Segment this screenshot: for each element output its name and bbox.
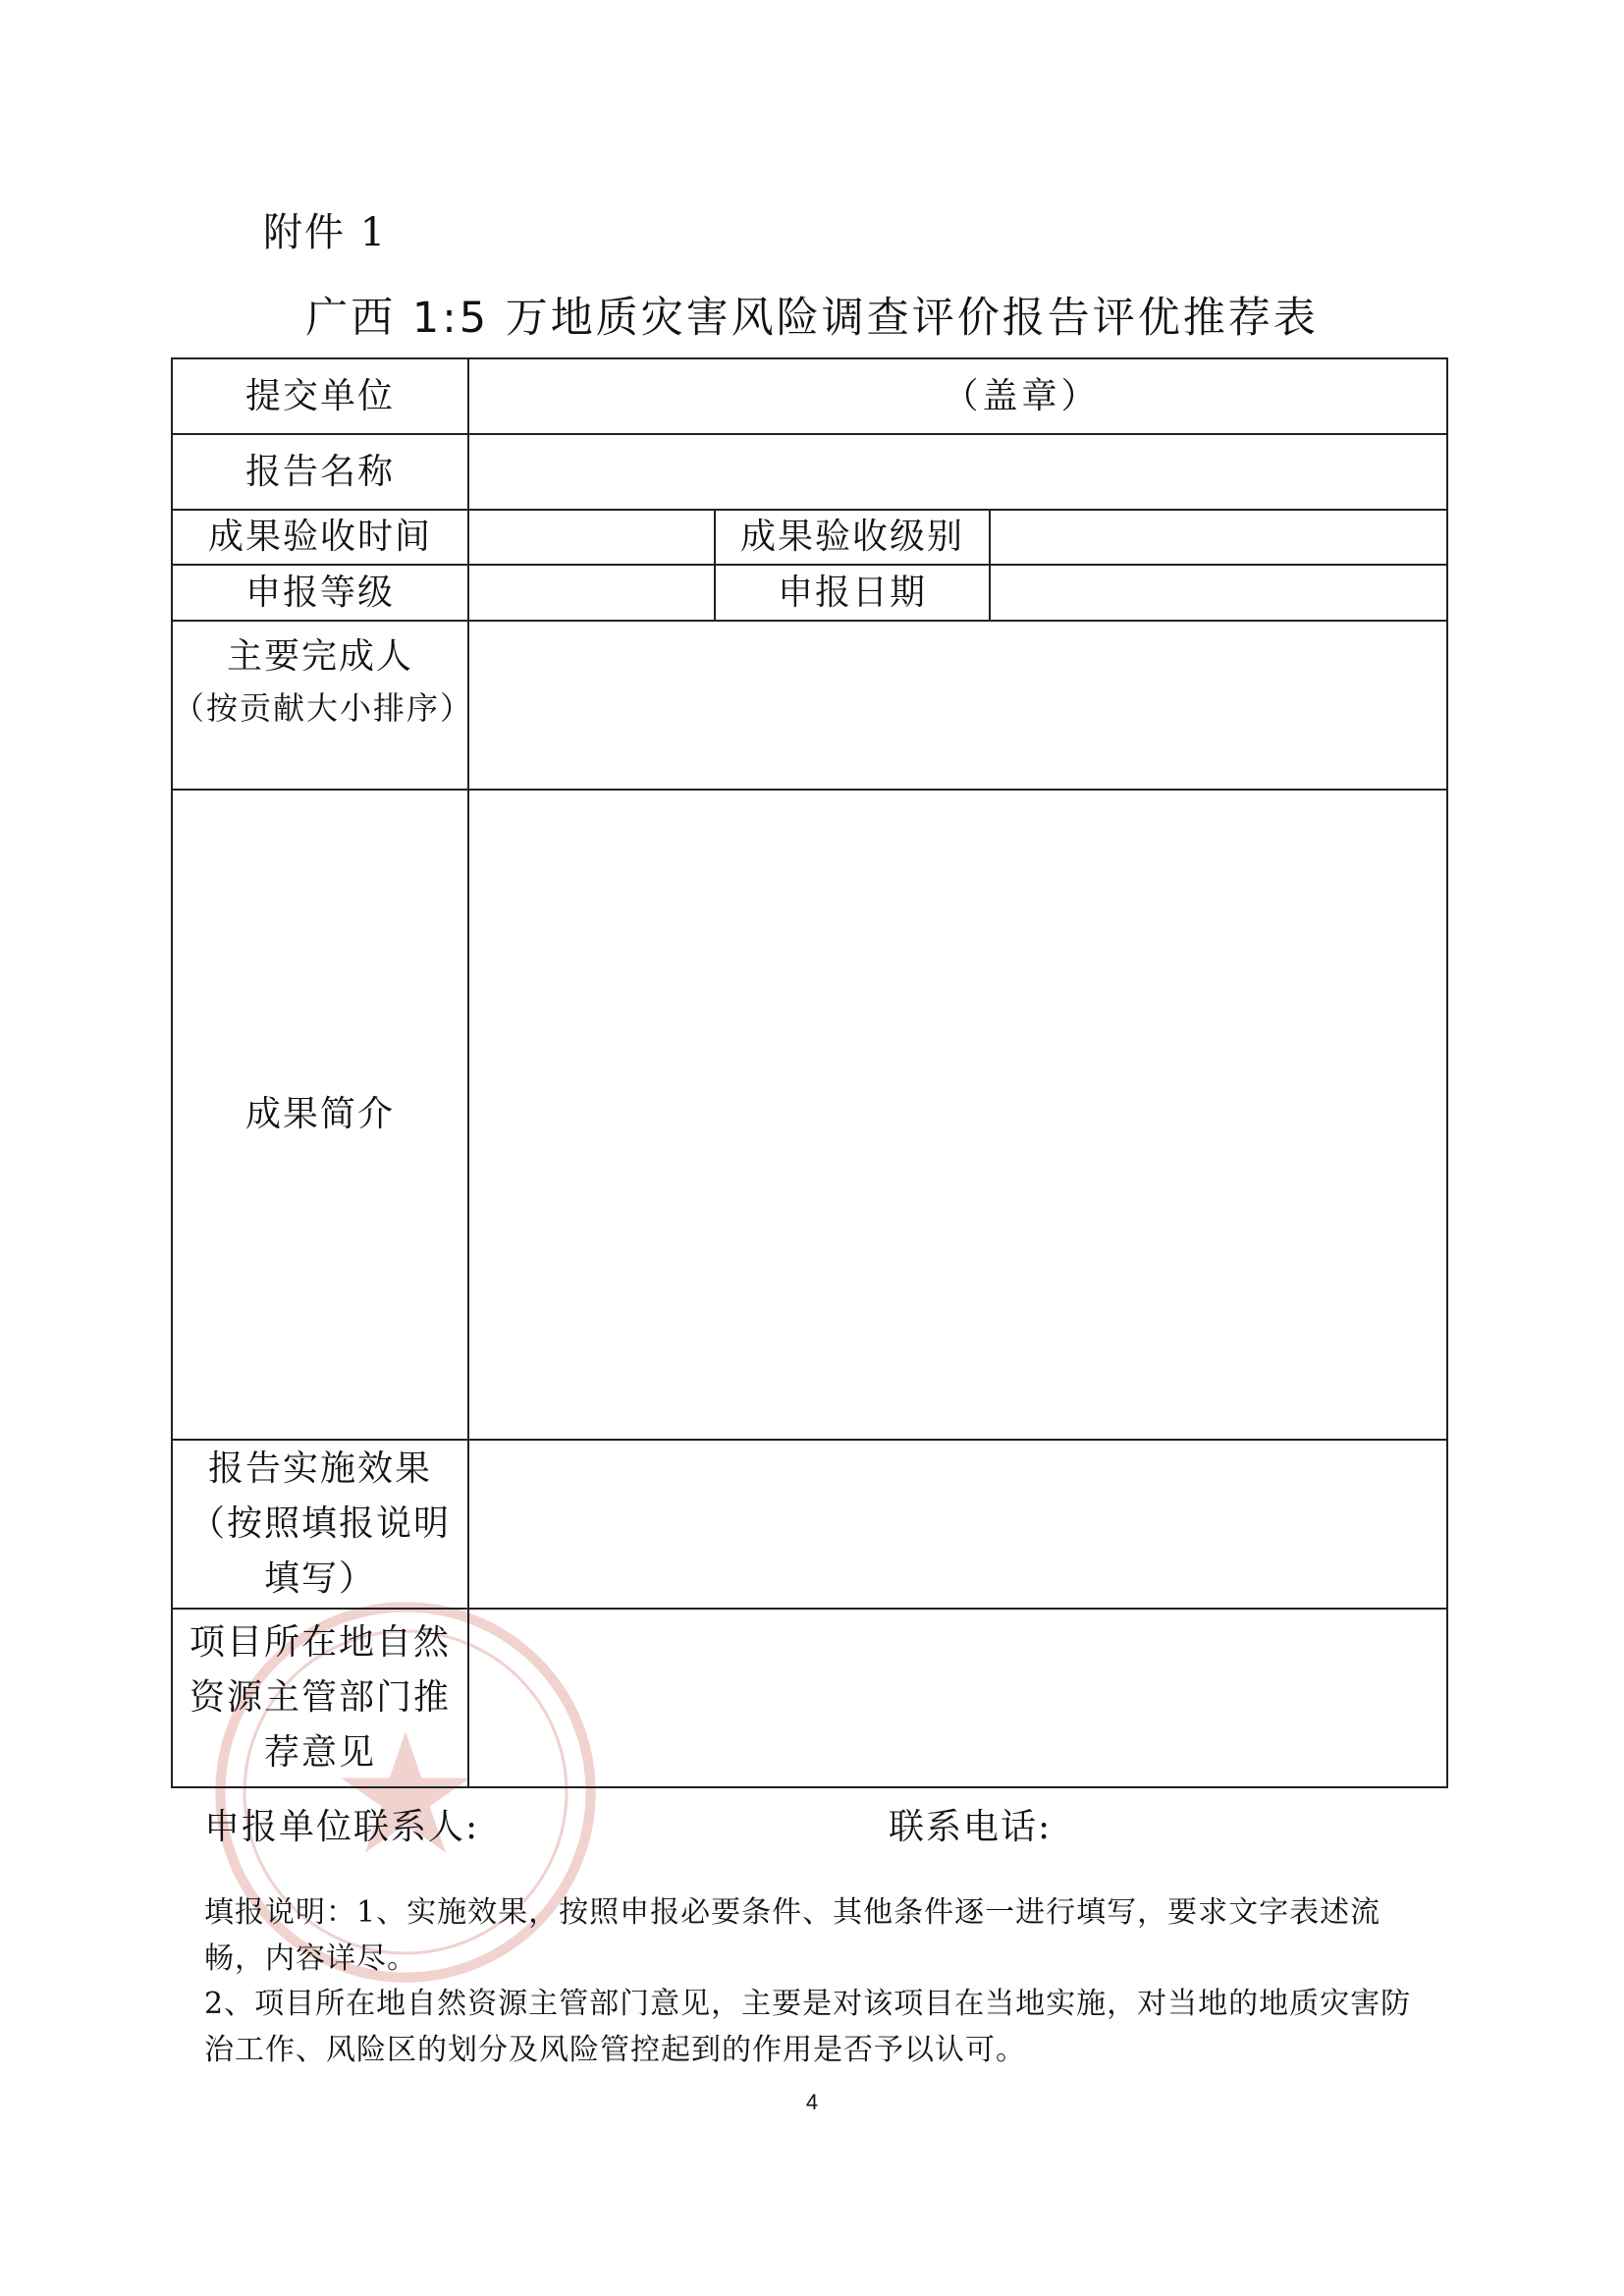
- document-title: 广西 1:5 万地质灾害风险调查评价报告评优推荐表: [305, 294, 1319, 343]
- effect-field[interactable]: [468, 1440, 1447, 1609]
- report-name-field[interactable]: [468, 434, 1447, 510]
- row-effect: [172, 1440, 1447, 1609]
- attachment-label: 附件 1: [263, 210, 388, 255]
- effect-label: [172, 1440, 468, 1609]
- submit-unit-label: 提交单位: [172, 358, 468, 434]
- apply-grade-field[interactable]: [468, 565, 715, 621]
- instruction-line-2: 2、项目所在地自然资源主管部门意见，主要是对该项目在当地实施，对当地的地质灾害防治工作、风险区的划分及风险管控起到的作用是否予以认可。: [204, 1987, 1412, 2067]
- seal-note: （盖章）: [943, 375, 1101, 416]
- recommendation-form: [171, 357, 1448, 1788]
- row-main-people: [172, 621, 1447, 790]
- row-summary: [172, 790, 1447, 1440]
- contact-phone-label: 联系电话:: [889, 1807, 1053, 1847]
- row-opinion: [172, 1609, 1447, 1787]
- opinion-label-line3: 荐意见: [263, 1731, 376, 1773]
- row-acceptance: [172, 510, 1447, 565]
- summary-field[interactable]: [468, 790, 1447, 1440]
- row-submit-unit: [172, 358, 1447, 434]
- opinion-label-line1: 项目所在地自然: [189, 1622, 451, 1664]
- effect-label-line1: 报告实施效果: [207, 1449, 432, 1490]
- report-name-label: 报告名称: [172, 434, 468, 510]
- apply-date-field[interactable]: [990, 565, 1447, 621]
- apply-date-label: 申报日期: [715, 565, 990, 621]
- acceptance-level-label: 成果验收级别: [715, 510, 990, 565]
- main-people-field[interactable]: [468, 621, 1447, 790]
- main-people-label: [172, 621, 474, 790]
- fill-instructions: [204, 1890, 1422, 2073]
- submit-unit-field[interactable]: [468, 358, 1447, 434]
- opinion-label-line2: 资源主管部门推: [189, 1677, 451, 1719]
- row-report-name: [172, 434, 1447, 510]
- acceptance-time-field[interactable]: [468, 510, 715, 565]
- row-apply: [172, 565, 1447, 621]
- instruction-line-1: 填报说明：1、实施效果，按照申报必要条件、其他条件逐一进行填写，要求文字表述流畅，内容详尽。: [204, 1895, 1381, 1976]
- opinion-label: [172, 1609, 468, 1787]
- effect-label-line3: 填写）: [263, 1558, 376, 1599]
- summary-label: 成果简介: [172, 790, 468, 1440]
- contact-person-label: 申报单位联系人:: [204, 1807, 480, 1847]
- acceptance-level-field[interactable]: [990, 510, 1447, 565]
- effect-label-line2: （按照填报说明: [189, 1503, 451, 1545]
- apply-grade-label: 申报等级: [172, 565, 468, 621]
- opinion-field[interactable]: [468, 1609, 1447, 1787]
- main-people-title: 主要完成人: [226, 636, 413, 677]
- acceptance-time-label: 成果验收时间: [172, 510, 468, 565]
- main-people-subtitle: （按贡献大小排序）: [173, 688, 474, 727]
- page-number: 4: [805, 2090, 819, 2114]
